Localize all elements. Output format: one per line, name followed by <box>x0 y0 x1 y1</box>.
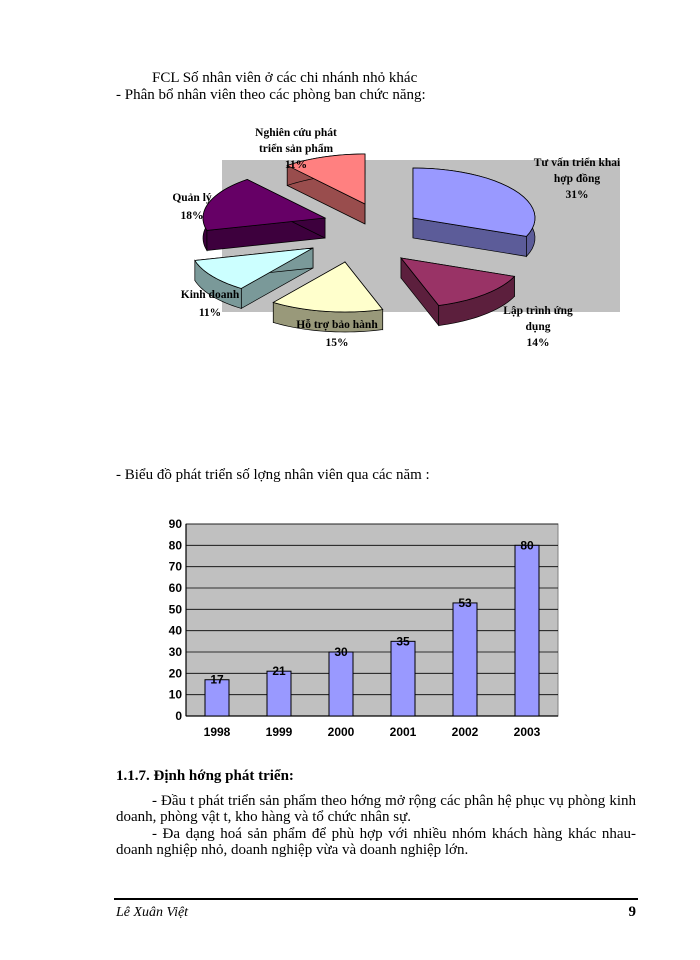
x-tick-label: 2003 <box>513 725 541 739</box>
y-tick-label: 10 <box>168 687 182 702</box>
paragraph-1-text: - Đầu t phát triển sản phẩm theo hớng mở rộng các phân hệ phục vụ phòng kinh doanh, phòng vật t, kho hàng và tổ chức nhân sự. <box>116 793 636 825</box>
x-tick-label: 2000 <box>327 725 355 739</box>
pie-label-sales: Kinh doanh <box>180 289 240 301</box>
bar-data-label: 53 <box>458 595 472 610</box>
bar-data-label: 30 <box>334 645 348 659</box>
x-tick-label: 1999 <box>265 725 293 739</box>
x-tick-label: 2001 <box>389 725 417 739</box>
page-number: 9 <box>628 904 636 920</box>
pie-value-support: 15% <box>325 337 349 349</box>
bar <box>515 545 539 716</box>
section-heading: 1.1.7. Định hớng phát triển: <box>116 768 294 784</box>
pie-value-sales: 11% <box>198 307 222 319</box>
pie-caption: - Phân bổ nhân viên theo các phòng ban chức năng: <box>116 87 426 103</box>
bar-caption: - Biểu đồ phát triển số lợng nhân viên qua các năm : <box>116 467 430 483</box>
pie-label-consulting: Tư vấn triển khai <box>533 157 621 169</box>
footer-author: Lê Xuân Việt <box>116 905 189 920</box>
paragraph <box>116 793 636 825</box>
paragraph <box>116 826 636 858</box>
svg-text:Hỗ trợ bảo hành15% <box>296 318 378 349</box>
y-tick-label: 60 <box>168 581 182 595</box>
y-tick-label: 40 <box>168 623 182 638</box>
pie-value-management: 18% <box>180 210 204 222</box>
department-pie-chart <box>170 118 640 358</box>
bar-data-label: 17 <box>210 672 224 687</box>
footer-rule <box>114 898 638 900</box>
x-tick-label: 2002 <box>451 725 479 739</box>
pie-label-management: Quản lý <box>172 192 212 204</box>
y-tick-label: 70 <box>168 559 182 574</box>
pie-label-dev: Lập trình ứng <box>503 305 573 317</box>
bar-data-label: 35 <box>396 634 410 649</box>
y-tick-label: 80 <box>168 538 182 553</box>
pie-label-research: Nghiên cứu phát <box>255 127 337 139</box>
pie-label-consulting-2: hợp đồng <box>553 173 601 185</box>
bar-plot-area <box>186 524 558 716</box>
y-tick-label: 20 <box>168 666 182 681</box>
pie-label-research-2: triển sản phẩm <box>258 143 334 155</box>
paragraph-2-text: - Đa dạng hoá sản phẩm để phù hợp với nhiều nhóm khách hàng khác nhau- doanh nghiệp nhỏ, doanh nghiệp vừa và doanh nghiệp lớn. <box>116 826 636 858</box>
pie-label-dev-2: dụng <box>525 321 551 333</box>
x-tick-label: 1998 <box>203 725 231 739</box>
y-tick-label: 30 <box>168 645 182 659</box>
pie-label-support: Hỗ trợ bảo hành <box>296 319 378 331</box>
pie-value-dev: 14% <box>526 337 550 349</box>
y-tick-label: 50 <box>168 602 182 617</box>
staff-growth-bar-chart <box>150 512 570 747</box>
bar <box>453 603 477 716</box>
pie-value-consulting: 31% <box>565 189 589 201</box>
intro-line: FCL Số nhân viên ở các chi nhánh nhỏ khác <box>152 70 418 86</box>
bar <box>391 641 415 716</box>
pie-value-research: 11% <box>284 159 308 171</box>
bar-data-label: 21 <box>272 664 286 679</box>
y-tick-label: 90 <box>168 517 182 531</box>
y-tick-label: 0 <box>175 709 182 723</box>
bar <box>329 652 353 716</box>
svg-text:Lập trình ứngdụng14% <box>503 305 573 349</box>
bar-data-label: 80 <box>520 538 534 553</box>
